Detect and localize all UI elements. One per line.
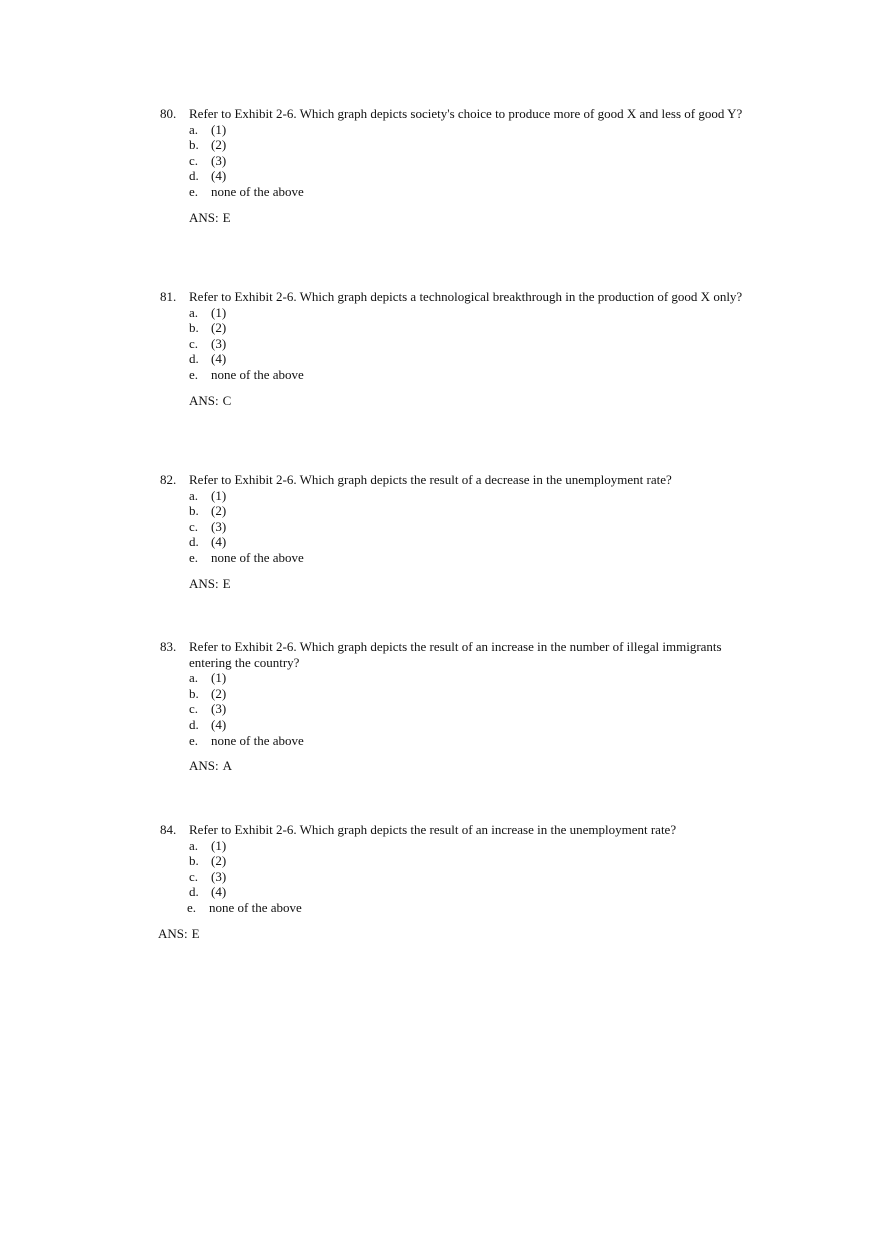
question-82	[160, 472, 760, 591]
question-number: 81.	[160, 289, 177, 304]
question-stem: Refer to Exhibit 2-6. Which graph depicts a technological breakthrough in the production of good X only?	[189, 289, 743, 304]
answer-value: C	[222, 392, 232, 408]
answer-value: A	[222, 758, 233, 774]
answer-line	[189, 393, 760, 409]
option-a: a. (1)	[189, 121, 227, 137]
option-b: b. (2)	[189, 503, 227, 519]
option-d: d. (4)	[189, 351, 227, 367]
option-a: a. (1)	[189, 487, 227, 503]
answer-value: E	[222, 575, 231, 591]
answer-line	[189, 758, 760, 774]
option-c: c. (3)	[189, 868, 227, 884]
question-stem: Refer to Exhibit 2-6. Which graph depicts the result of a decrease in the unemployment rate?	[189, 472, 672, 487]
question-stem: Refer to Exhibit 2-6. Which graph depicts the result of an increase in the unemployment rate?	[189, 822, 677, 837]
answer-label: ANS:	[189, 758, 219, 774]
option-list	[189, 838, 760, 916]
option-a: a. (1)	[189, 304, 227, 320]
answer-line	[158, 926, 760, 942]
option-d: d. (4)	[189, 884, 227, 900]
question-number: 82.	[160, 472, 177, 487]
question-stem: Refer to Exhibit 2-6. Which graph depicts society's choice to produce more of good X and less of good Y?	[189, 106, 743, 121]
option-e: e. none of the above	[189, 366, 304, 382]
option-list	[189, 488, 760, 566]
question-83	[160, 639, 760, 774]
question-number: 80.	[160, 106, 177, 121]
answer-label: ANS:	[189, 392, 219, 408]
option-c: c. (3)	[189, 335, 227, 351]
option-b: b. (2)	[189, 853, 227, 869]
option-c: c. (3)	[189, 518, 227, 534]
option-d: d. (4)	[189, 534, 227, 550]
option-e: e. none of the above	[189, 732, 304, 748]
option-c: c. (3)	[189, 701, 227, 717]
option-d: d. (4)	[189, 716, 227, 732]
question-84	[160, 822, 760, 941]
question-81	[160, 289, 760, 408]
answer-value: E	[191, 925, 200, 941]
option-c: c. (3)	[189, 152, 227, 168]
option-b: b. (2)	[189, 320, 227, 336]
answer-line	[189, 210, 760, 226]
option-b: b. (2)	[189, 137, 227, 153]
option-a: a. (1)	[189, 837, 227, 853]
question-number: 84.	[160, 822, 177, 837]
answer-line	[189, 576, 760, 592]
answer-label: ANS:	[189, 575, 219, 591]
option-b: b. (2)	[189, 685, 227, 701]
option-list	[189, 122, 760, 200]
question-stem: Refer to Exhibit 2-6. Which graph depicts the result of an increase in the number of illegal immigrants entering the country?	[189, 639, 722, 670]
question-80	[160, 106, 760, 225]
answer-label: ANS:	[158, 925, 188, 941]
option-e: e. none of the above	[189, 549, 304, 565]
question-number: 83.	[160, 639, 177, 654]
answer-value: E	[222, 209, 231, 225]
option-e: e. none of the above	[187, 899, 302, 915]
option-list	[189, 305, 760, 383]
option-a: a. (1)	[189, 670, 227, 686]
option-d: d. (4)	[189, 168, 227, 184]
option-list	[189, 670, 760, 748]
option-e: e. none of the above	[189, 183, 304, 199]
answer-label: ANS:	[189, 209, 219, 225]
